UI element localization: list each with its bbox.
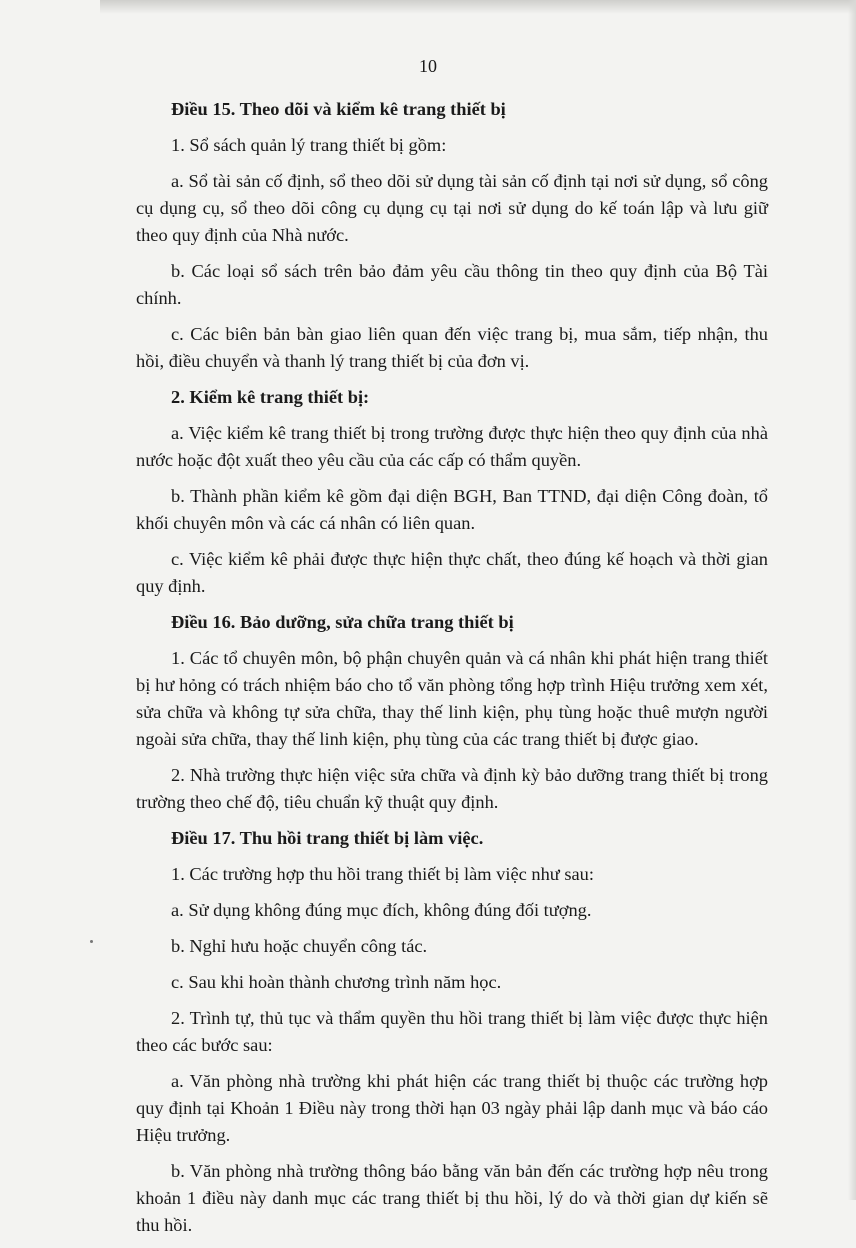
paragraph: 1. Sổ sách quản lý trang thiết bị gồm: [171, 135, 447, 155]
scan-edge-shadow-right [848, 0, 856, 1200]
paragraph: b. Nghỉ hưu hoặc chuyển công tác. [171, 936, 428, 956]
paragraph: 2. Trình tự, thủ tục và thẩm quyền thu hồi trang thiết bị làm việc được thực hiện theo các bước sau: [136, 1008, 768, 1055]
document-body [136, 96, 768, 1248]
section-heading: 2. Kiểm kê trang thiết bị: [171, 387, 370, 407]
scan-speck [90, 940, 93, 943]
paragraph: 1. Các trường hợp thu hồi trang thiết bị làm việc như sau: [171, 864, 594, 884]
paragraph: 2. Nhà trường thực hiện việc sửa chữa và định kỳ bảo dưỡng trang thiết bị trong trường theo chế độ, tiêu chuẩn kỹ thuật quy định. [136, 765, 768, 812]
paragraph: c. Sau khi hoàn thành chương trình năm học. [171, 972, 502, 992]
paragraph: c. Việc kiểm kê phải được thực hiện thực chất, theo đúng kế hoạch và thời gian quy định. [136, 549, 768, 596]
paragraph: a. Việc kiểm kê trang thiết bị trong trường được thực hiện theo quy định của nhà nước hoặc đột xuất theo yêu cầu của các cấp có thẩm quyền. [136, 423, 768, 470]
article-15-heading: Điều 15. Theo dõi và kiểm kê trang thiết bị [171, 99, 506, 119]
paragraph: a. Sử dụng không đúng mục đích, không đúng đối tượng. [171, 900, 592, 920]
article-17-heading: Điều 17. Thu hồi trang thiết bị làm việc. [171, 828, 484, 848]
page-number: 10 [419, 56, 437, 76]
paragraph: a. Văn phòng nhà trường khi phát hiện các trang thiết bị thuộc các trường hợp quy định tại Khoản 1 Điều này trong thời hạn 03 ngày phải lập danh mục và báo cáo Hiệu trưởng. [136, 1071, 768, 1145]
paragraph: c. Các biên bản bàn giao liên quan đến việc trang bị, mua sắm, tiếp nhận, thu hồi, điều chuyển và thanh lý trang thiết bị của đơn vị. [136, 324, 768, 371]
paragraph: 1. Các tổ chuyên môn, bộ phận chuyên quản và cá nhân khi phát hiện trang thiết bị hư hỏng có trách nhiệm báo cho tổ văn phòng tổng hợp trình Hiệu trưởng xem xét, sửa chữa và không tự sửa chữa, thay thế linh kiện, phụ tùng hoặc thuê mượn người ngoài sửa chữa, thay thế linh kiện, phụ tùng của các trang thiết bị được giao. [136, 648, 768, 749]
scan-edge-shadow [100, 0, 856, 14]
paragraph: a. Sổ tài sản cố định, sổ theo dõi sử dụng tài sản cố định tại nơi sử dụng, sổ công cụ dụng cụ, sổ theo dõi công cụ dụng cụ tại nơi sử dụng do kế toán lập và lưu giữ theo quy định của Nhà nước. [136, 171, 768, 245]
article-16-heading: Điều 16. Bảo dưỡng, sửa chữa trang thiết bị [171, 612, 514, 632]
paragraph: b. Các loại sổ sách trên bảo đảm yêu cầu thông tin theo quy định của Bộ Tài chính. [136, 261, 768, 308]
paragraph: b. Thành phần kiểm kê gồm đại diện BGH, Ban TTND, đại diện Công đoàn, tổ khối chuyên môn và các cá nhân có liên quan. [136, 486, 768, 533]
paragraph: b. Văn phòng nhà trường thông báo bằng văn bản đến các trường hợp nêu trong khoản 1 điều này danh mục các trang thiết bị thu hồi, lý do và thời gian dự kiến sẽ thu hồi. [136, 1161, 768, 1235]
